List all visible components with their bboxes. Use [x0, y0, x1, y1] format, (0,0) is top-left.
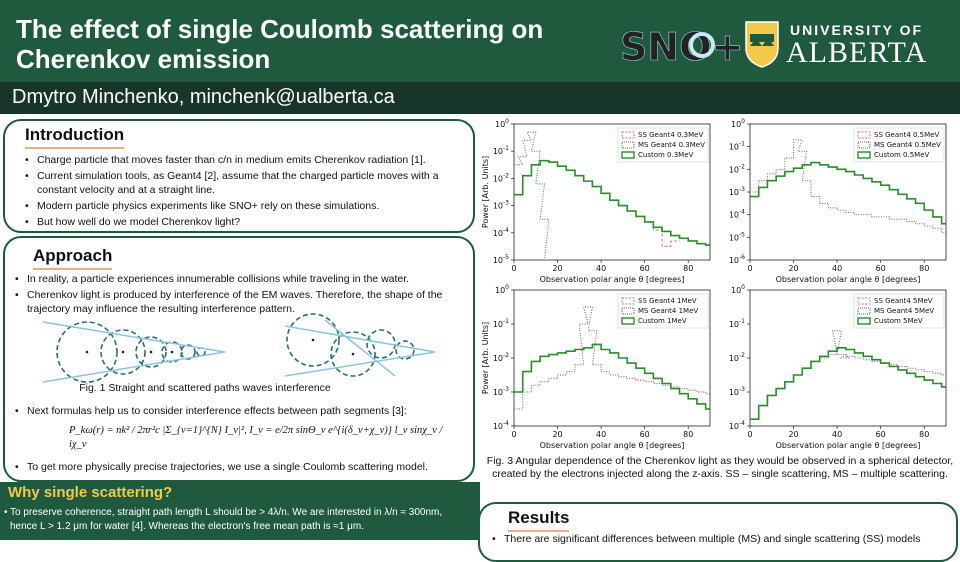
list-item: • There are significant differences between multiple (MS) and single scattering (SS) models: [490, 532, 950, 546]
x-tick-label: 80: [919, 430, 930, 439]
legend-label: Custom 5MeV: [874, 317, 923, 325]
y-tick-label: $10^{-4}$: [492, 226, 509, 238]
x-tick-label: 60: [875, 264, 886, 273]
x-tick-label: 0: [511, 430, 517, 439]
x-tick-label: 0: [747, 430, 753, 439]
legend-label: SS Geant4 1MeV: [638, 297, 697, 305]
y-tick-label: $10^{-4}$: [728, 420, 745, 431]
x-axis-label: Observation polar angle θ [degrees]: [539, 441, 685, 450]
introduction-title: Introduction: [25, 125, 124, 149]
x-tick-label: 0: [511, 264, 517, 273]
list-item: • In reality, a particle experiences innumerable collisions while traveling in the water.: [13, 272, 473, 286]
y-tick-label: $10^{-4}$: [492, 420, 509, 431]
x-tick-label: 40: [596, 264, 607, 273]
ualberta-logo: [742, 20, 942, 70]
legend-label: MS Geant4 1MeV: [638, 307, 699, 315]
y-tick-label: $10^{-2}$: [728, 163, 745, 175]
y-tick-label: $10^{-1}$: [492, 145, 509, 157]
x-tick-label: 0: [747, 264, 753, 273]
list-item: • Cherenkov light is produced by interference of the EM waves. Therefore, the shape of the trajectory may influence the resulting interference pattern.: [13, 288, 473, 316]
list-item: • But how well do we model Cherenkov light?: [23, 215, 469, 229]
x-axis-label: Observation polar angle θ [degrees]: [539, 275, 685, 284]
y-tick-label: $10^0$: [494, 118, 509, 129]
x-tick-label: 60: [639, 264, 650, 273]
poster-header: [0, 0, 960, 82]
poster-title: The effect of single Coulomb scattering on Cherenkov emission: [16, 14, 544, 74]
legend-label: Custom 1MeV: [638, 317, 687, 325]
why-single-section: [0, 482, 480, 540]
x-axis-label: Observation polar angle θ [degrees]: [775, 275, 921, 284]
why-single-text: • To preserve coherence, straight path length L should be > 4λ/n. We are interested in λ/n ≈ 300nm, hence L > 1.2 μm for water [4]. Whereas the electron's free mean path is ≈1 μm.: [4, 507, 443, 532]
x-tick-label: 20: [552, 430, 563, 439]
approach-title: Approach: [33, 246, 112, 270]
legend-label: SS Geant4 0.5MeV: [874, 131, 940, 139]
list-item: • Current simulation tools, as Geant4 [2], assume that the charged particle moves with a constant velocity and at a straight line.: [23, 169, 469, 197]
plot-0p3mev: [480, 116, 716, 282]
x-tick-label: 40: [832, 430, 843, 439]
y-tick-label: $10^0$: [494, 284, 509, 295]
legend-label: MS Geant4 0.5MeV: [874, 141, 941, 149]
y-tick-label: $10^{-3}$: [492, 386, 509, 397]
chart-0p5mev-svg: [716, 116, 952, 282]
x-tick-label: 40: [596, 430, 607, 439]
approach-panel: [3, 236, 475, 482]
y-tick-label: $10^{-1}$: [492, 318, 509, 329]
legend-label: SS Geant4 5MeV: [874, 297, 933, 305]
x-axis-label: Observation polar angle θ [degrees]: [775, 441, 921, 450]
ualberta-bottom-text: ALBERTA: [786, 36, 928, 69]
y-tick-label: $10^{-2}$: [492, 352, 509, 363]
chart-0p3mev-svg: [480, 116, 716, 282]
sno-logo-text: SNO+: [620, 25, 744, 69]
plot-5mev: [716, 282, 952, 448]
results-panel: [478, 502, 958, 562]
y-tick-label: $10^{-2}$: [728, 352, 745, 363]
figure3-caption: Fig. 3 Angular dependence of the Cherenkov light as they would be observed in a spherical detector, created by the electrons injected along the z-axis. SS – single scattering, MS – multiple scattering.: [486, 455, 954, 480]
figure1-caption: Fig. 1 Straight and scattered paths waves interference: [79, 382, 331, 394]
y-tick-label: $10^0$: [730, 284, 745, 295]
list-item: • Modern particle physics experiments like SNO+ rely on these simulations.: [23, 199, 469, 213]
author-bar: [0, 82, 960, 114]
legend-label: Custom 0.3MeV: [638, 151, 694, 159]
y-tick-label: $10^{-1}$: [728, 140, 745, 152]
x-tick-label: 80: [919, 264, 930, 273]
y-tick-label: $10^{-5}$: [492, 254, 509, 265]
legend-label: MS Geant4 0.3MeV: [638, 141, 705, 149]
approach-list-bottom: [13, 460, 473, 476]
legend-label: MS Geant4 5MeV: [874, 307, 935, 315]
list-item: • Next formulas help us to consider interference effects between path segments [3]:: [13, 404, 473, 418]
x-tick-label: 40: [832, 264, 843, 273]
author-line: Dmytro Minchenko, minchenk@ualberta.ca: [12, 86, 395, 108]
ualberta-top-text: UNIVERSITY OF: [790, 22, 924, 38]
y-tick-label: $10^{-3}$: [728, 386, 745, 397]
x-tick-label: 20: [552, 264, 563, 273]
plot-1mev: [480, 282, 716, 448]
legend-label: Custom 0.5MeV: [874, 151, 930, 159]
x-tick-label: 80: [683, 264, 694, 273]
legend-label: SS Geant4 0.3MeV: [638, 131, 704, 139]
why-single-body: To preserve coherence, straight path length L should be > 4λ/n. We are interested in λ/n ≈ 300nm, hence L > 1.2 μm for water [4]. Whereas the electron's free mean path is ≈1 μm.: [10, 507, 443, 532]
y-tick-label: $10^{-3}$: [728, 186, 745, 197]
results-title: Results: [508, 508, 569, 532]
approach-list-formula: [13, 404, 473, 420]
y-axis-label: Power [Arb. Units]: [481, 155, 490, 229]
y-tick-label: $10^{-3}$: [492, 199, 509, 211]
x-tick-label: 20: [788, 264, 799, 273]
formula: P_kω(r) = nk² / 2πr²c |Σ_{ν=1}^{N} I_ν|², I_ν = e/2π sinΘ_ν e^{i(δ_ν+χ_ν)} l_ν sinχ_ν / iχ_ν: [69, 425, 443, 450]
list-item: • Charge particle that moves faster than c/n in medium emits Cherenkov radiation [1].: [23, 153, 469, 167]
x-tick-label: 80: [683, 430, 694, 439]
interference-figure: [35, 316, 455, 386]
results-list: [490, 532, 950, 548]
why-single-title: Why single scattering?: [8, 484, 173, 501]
ualberta-shield-icon: [742, 20, 782, 68]
approach-list-top: [13, 272, 473, 318]
chart-5mev-svg: [716, 282, 952, 448]
x-tick-label: 60: [875, 430, 886, 439]
y-tick-label: $10^{-6}$: [728, 254, 745, 265]
y-tick-label: $10^0$: [730, 118, 745, 129]
y-tick-label: $10^{-1}$: [728, 318, 745, 329]
y-tick-label: $10^{-5}$: [728, 231, 745, 243]
x-tick-label: 20: [788, 430, 799, 439]
list-item: • To get more physically precise trajectories, we use a single Coulomb scattering model.: [13, 460, 473, 474]
sno-logo: [620, 18, 744, 69]
introduction-panel: [3, 119, 475, 233]
y-tick-label: $10^{-4}$: [728, 208, 745, 220]
y-axis-label: Power [Arb. Units]: [481, 321, 490, 395]
introduction-list: [23, 153, 469, 231]
plot-0p5mev: [716, 116, 952, 282]
chart-1mev-svg: [480, 282, 716, 448]
y-tick-label: $10^{-2}$: [492, 172, 509, 184]
x-tick-label: 60: [639, 430, 650, 439]
